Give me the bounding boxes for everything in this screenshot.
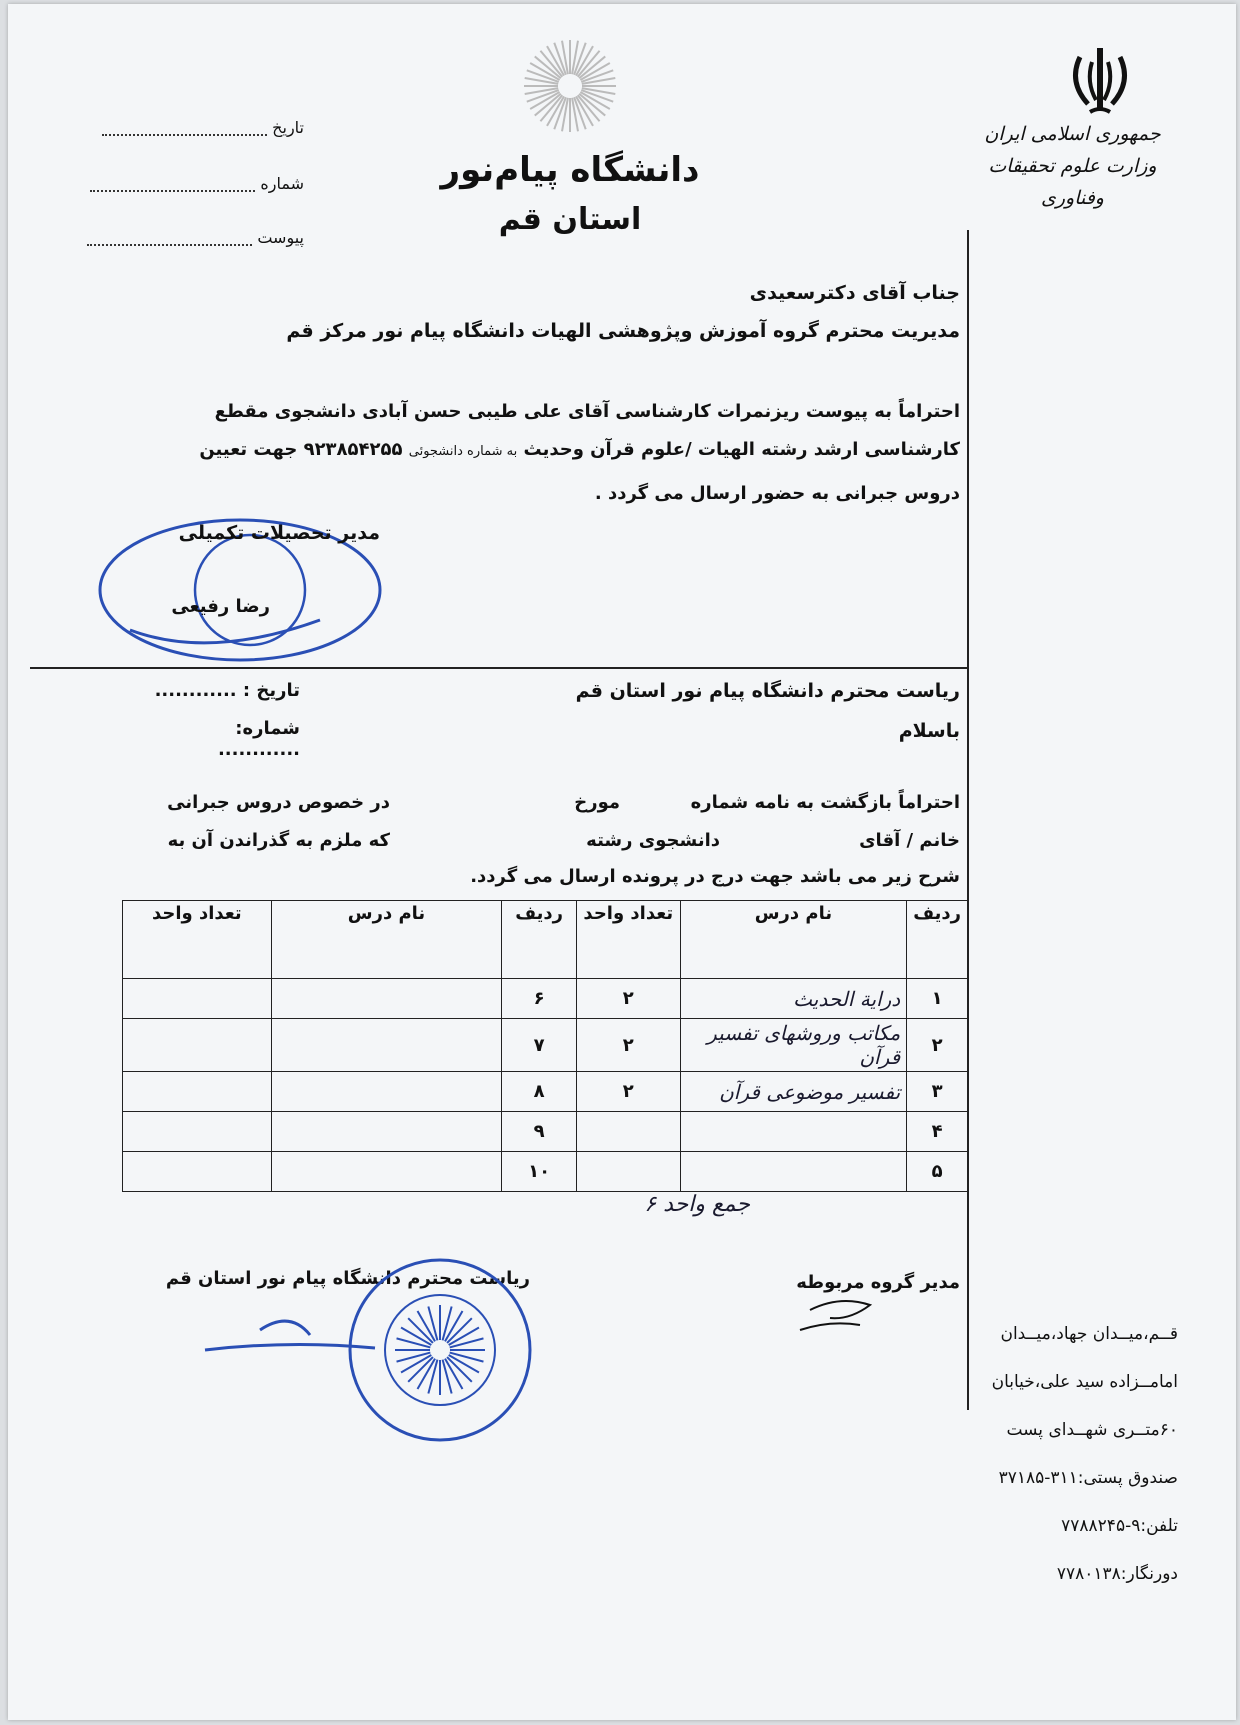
course-units-2 xyxy=(123,1019,272,1072)
letter2-date-dots: ............ xyxy=(154,680,237,701)
attachment-field xyxy=(54,228,304,247)
header-course-2: نام درس xyxy=(271,901,502,979)
address-line-2: امامــزاده سید علی،خیابان xyxy=(991,1372,1178,1392)
course-units-2 xyxy=(123,1072,272,1112)
address-line-1: قــم،میــدان جهاد،میــدان xyxy=(1000,1324,1178,1344)
letter2-line3: شرح زیر می باشد جهت درج در پرونده ارسال می گردد. xyxy=(470,866,960,887)
letter2-number-dots: ............ xyxy=(217,739,300,760)
number-label: شماره xyxy=(260,174,304,193)
row-number-2: ۹ xyxy=(502,1112,577,1152)
addressee-1: مدیریت محترم گروه آموزش وپژوهشی الهیات دانشگاه پیام نور مرکز قم xyxy=(286,320,960,342)
table-row xyxy=(123,1019,968,1072)
seal-ray xyxy=(397,1338,431,1347)
attachment-label: پیوست xyxy=(257,228,304,247)
group-head-signature-label: مدیر گروه مربوطه xyxy=(796,1272,960,1293)
row-number-1: ۳ xyxy=(907,1072,968,1112)
body-line2-c: ۹۲۳۸۵۴۲۵۵ جهت تعیین xyxy=(199,439,403,460)
handwritten-total-note: جمع واحد ۶ xyxy=(644,1192,750,1217)
section-divider xyxy=(30,667,968,669)
seal-ray xyxy=(428,1307,437,1341)
letter2-number xyxy=(150,718,300,760)
course-name-2 xyxy=(271,1072,502,1112)
header-units-1: تعداد واحد xyxy=(576,901,680,979)
signer-title: مدیر تحصیلات تکمیلی xyxy=(178,522,380,544)
course-units-2 xyxy=(123,979,272,1019)
table-row xyxy=(123,1152,968,1192)
university-province: استان قم xyxy=(498,202,642,237)
table-row xyxy=(123,979,968,1019)
course-units-2 xyxy=(123,1152,272,1192)
letter2-line1-c: در خصوص دروس جبرانی xyxy=(167,792,390,813)
course-name-2 xyxy=(271,1019,502,1072)
course-units-2 xyxy=(123,1112,272,1152)
letter2-line2-a: خانم / آقای xyxy=(859,830,960,851)
course-name-1 xyxy=(680,1112,907,1152)
address-fax: دورنگار:۷۷۸۰۱۳۸ xyxy=(1056,1564,1178,1584)
table-row xyxy=(123,1072,968,1112)
course-units-1 xyxy=(576,1152,680,1192)
date-field xyxy=(54,118,304,137)
attachment-dots xyxy=(87,232,252,246)
header-row-no-1: ردیف xyxy=(907,901,968,979)
signer-name: رضا رفیعی xyxy=(171,596,270,617)
greeting: باسلام xyxy=(898,720,960,742)
margin-line xyxy=(967,230,969,1410)
address-postal-box: صندوق پستی:۳۱۱-۳۷۱۸۵ xyxy=(998,1468,1178,1488)
seal-ray xyxy=(397,1353,431,1362)
seal-ray xyxy=(450,1338,484,1347)
seal-ray xyxy=(428,1360,437,1394)
row-number-2: ۸ xyxy=(502,1072,577,1112)
header-row-no-2: ردیف xyxy=(502,901,577,979)
row-number-2: ۱۰ xyxy=(502,1152,577,1192)
handwritten-signature-icon xyxy=(790,1290,900,1340)
seal-ray xyxy=(443,1360,452,1394)
number-dots xyxy=(90,178,255,192)
row-number-1: ۵ xyxy=(907,1152,968,1192)
course-units-1: ۲ xyxy=(576,979,680,1019)
iran-emblem-icon xyxy=(1060,42,1140,122)
letter2-date-label: تاریخ : xyxy=(242,680,300,701)
ministry-line-2: وزارت علوم تحقیقات وفناوری xyxy=(988,155,1157,209)
ministry-name xyxy=(960,118,1185,214)
salutation: جناب آقای دکترسعیدی xyxy=(749,282,960,304)
date-dots xyxy=(102,122,267,136)
row-number-2: ۷ xyxy=(502,1019,577,1072)
course-name-2 xyxy=(271,1152,502,1192)
letter1-body-line-1: احتراماً به پیوست ریزنمرات کارشناسی آقای علی طیبی حسن آبادی دانشجوی مقطع xyxy=(214,401,960,422)
university-name: دانشگاه پیام‌نور xyxy=(440,150,700,190)
ministry-line-1: جمهوری اسلامی ایران xyxy=(984,123,1161,145)
course-name-1: مکاتب وروشهای تفسیر قرآن xyxy=(680,1019,907,1072)
course-units-1: ۲ xyxy=(576,1019,680,1072)
body-line2-b: به شماره دانشجوئی xyxy=(408,444,518,459)
date-label: تاریخ xyxy=(272,118,304,137)
table-header-row xyxy=(123,901,968,979)
body-line2-a: کارشناسی ارشد رشته الهیات /علوم قرآن وحدیث xyxy=(523,439,960,460)
letter2-date xyxy=(150,680,300,701)
letter1-body-line-3: دروس جبرانی به حضور ارسال می گردد . xyxy=(594,483,960,504)
addressee-2: ریاست محترم دانشگاه پیام نور استان قم xyxy=(575,680,960,702)
table-row xyxy=(123,1112,968,1152)
course-name-2 xyxy=(271,1112,502,1152)
row-number-1: ۱ xyxy=(907,979,968,1019)
letter2-line1-a: احتراماً بازگشت به نامه شماره xyxy=(690,792,960,813)
number-field xyxy=(54,174,304,193)
course-name-1: تفسیر موضوعی قرآن xyxy=(680,1072,907,1112)
seal-ray xyxy=(443,1307,452,1341)
seal-ray xyxy=(450,1353,484,1362)
header-units-2: تعداد واحد xyxy=(123,901,272,979)
course-name-1 xyxy=(680,1152,907,1192)
university-logo-icon xyxy=(520,36,620,136)
header-course-1: نام درس xyxy=(680,901,907,979)
letter2-line1-b: مورخ xyxy=(574,792,620,813)
row-number-1: ۲ xyxy=(907,1019,968,1072)
letter2-line2-b: دانشجوی رشته xyxy=(586,830,720,851)
president-signature-icon xyxy=(200,1300,380,1360)
letter2-line2-c: که ملزم به گذراندن آن به xyxy=(167,830,390,851)
row-number-2: ۶ xyxy=(502,979,577,1019)
address-phone: تلفن:۹-۷۷۸۸۲۴۵ xyxy=(1061,1516,1178,1536)
row-number-1: ۴ xyxy=(907,1112,968,1152)
letter2-number-label: شماره: xyxy=(235,718,300,739)
letter1-body-line-2 xyxy=(140,428,960,474)
university-address xyxy=(948,1310,1178,1598)
course-units-1 xyxy=(576,1112,680,1152)
president-signature-label: ریاست محترم دانشگاه پیام نور استان قم xyxy=(165,1268,530,1289)
address-line-3: ۶۰متــری شهــدای پست xyxy=(1006,1420,1178,1440)
compensatory-courses-table xyxy=(122,900,968,1192)
course-name-1: درایة الحدیث xyxy=(680,979,907,1019)
course-name-2 xyxy=(271,979,502,1019)
course-units-1: ۲ xyxy=(576,1072,680,1112)
